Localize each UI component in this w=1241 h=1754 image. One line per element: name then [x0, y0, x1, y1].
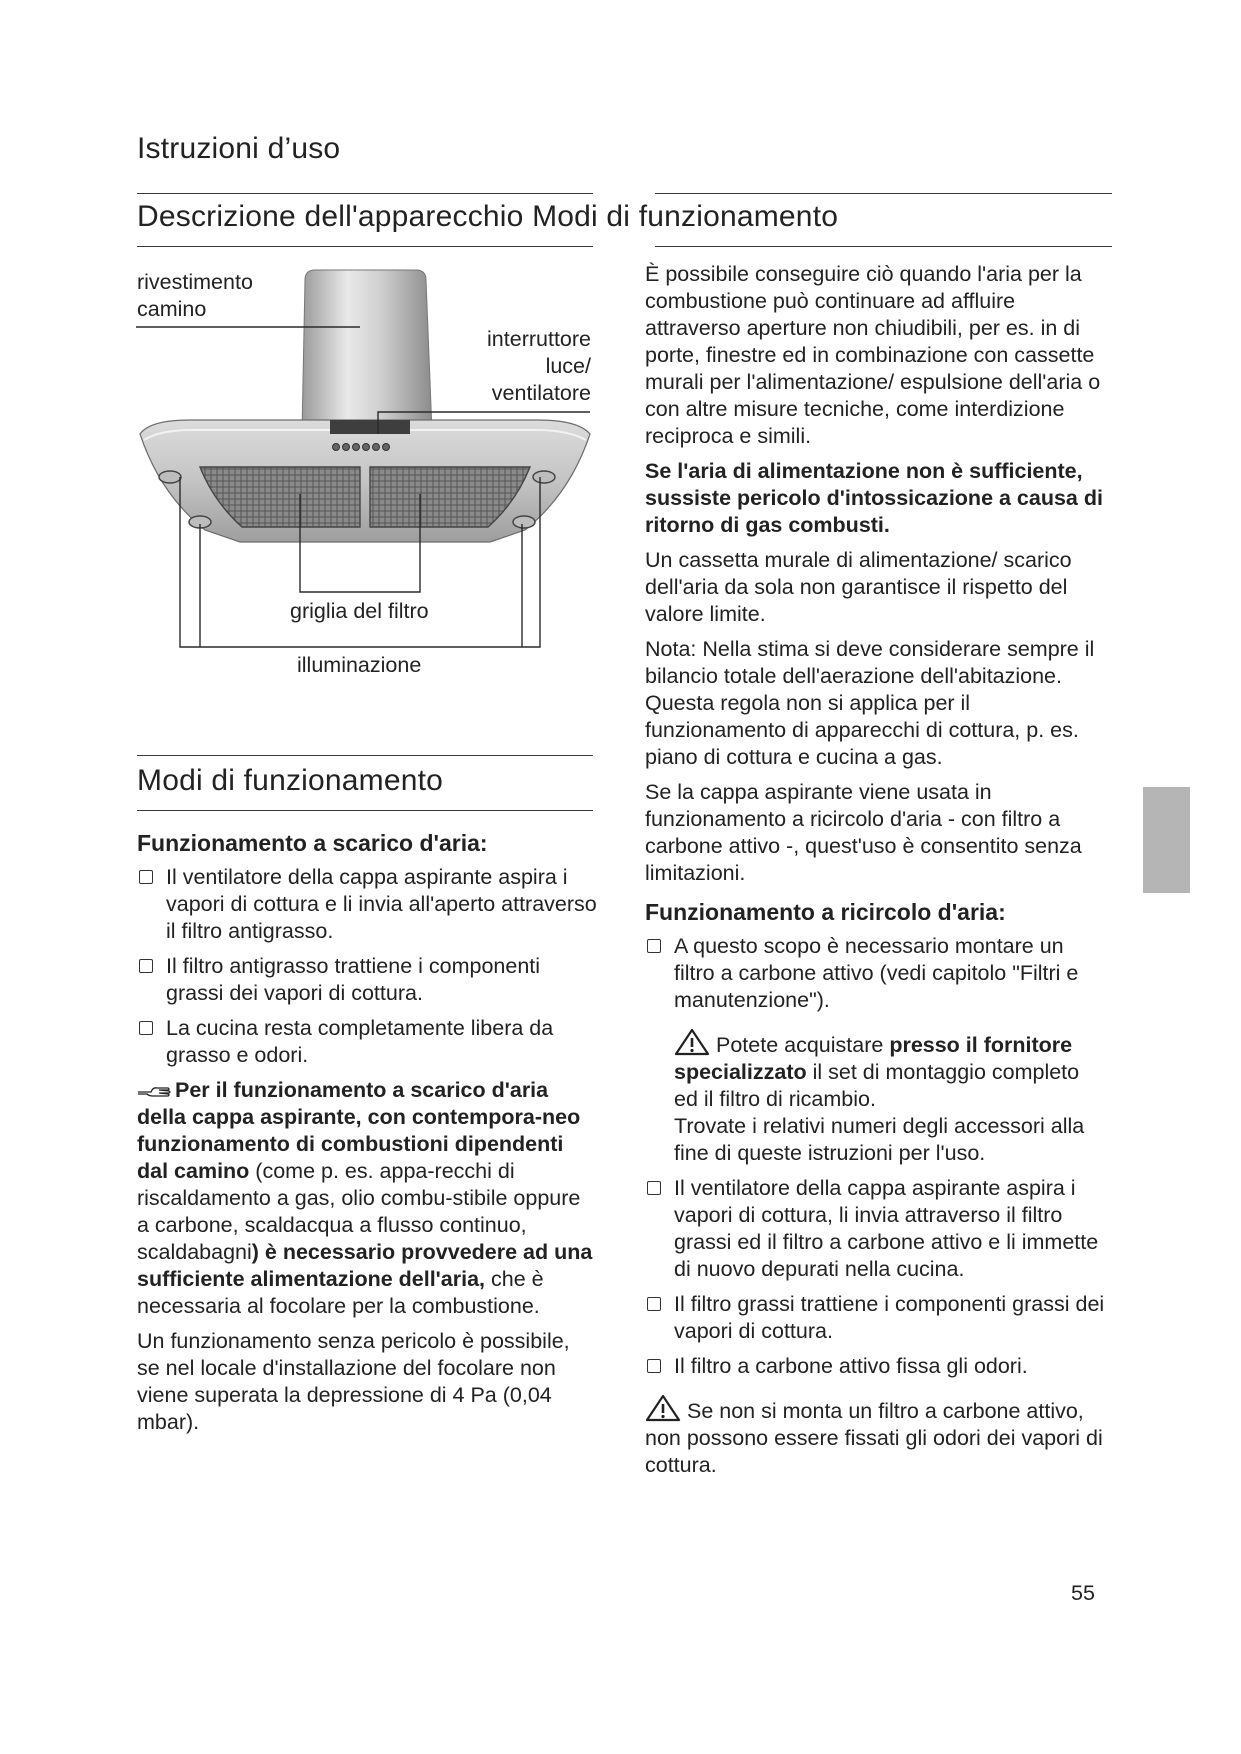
list-item: Il filtro antigrasso trattiene i componenti grassi dei vapori di cottura. [137, 953, 597, 1007]
left-heading: Modi di funzionamento [137, 764, 444, 797]
left-column-text [137, 828, 597, 1444]
label-switch-3: ventilatore [491, 381, 591, 405]
rule-heading-left [137, 246, 593, 247]
rule-heading-right [655, 246, 1112, 247]
right-column-text [645, 261, 1105, 1487]
list-item: Il ventilatore della cappa aspirante aspira i vapori di cottura, li invia attraverso il filtro grassi ed il filtro a carbone attivo e li immette di nuovo depurati nella cucina. [645, 1175, 1105, 1283]
list-item: Il filtro grassi trattiene i componenti grassi dei vapori di cottura. [645, 1291, 1105, 1345]
left-subheading: Funzionamento a scarico d'aria: [137, 830, 488, 856]
pointing-hand-icon [137, 1083, 171, 1099]
right-subheading: Funzionamento a ricircolo d'aria: [645, 899, 1006, 925]
warning-accessories: Potete acquistare presso il fornitore specializzato il set di montaggio completo ed il filtro di ricambio. Trovate i relativi numeri degli accessori alla fine di queste istruzioni per l'uso. [645, 1028, 1105, 1167]
label-switch-2: luce/ [545, 354, 591, 378]
section-thumb-tab [1143, 787, 1190, 893]
label-illumination: illuminazione [297, 653, 422, 677]
label-switch-1: interruttore [487, 327, 591, 351]
checkbox-icon [139, 1021, 153, 1035]
checkbox-icon [647, 1297, 661, 1311]
right-paragraph-3: Un cassetta murale di alimentazione/ scarico dell'aria da sola non garantisce il rispetto del valore limite. [645, 548, 1072, 626]
rule-left-modes-top [137, 755, 593, 756]
safe-operation-paragraph: Un funzionamento senza pericolo è possibile, se nel locale d'installazione del focolare non viene superata la depressione di 4 Pa (0,04 mbar). [137, 1329, 570, 1434]
list-item: Il filtro a carbone attivo fissa gli odori. [645, 1353, 1105, 1380]
list-item: A questo scopo è necessario montare un filtro a carbone attivo (vedi capitolo "Filtri e manutenzione"). [645, 933, 1105, 1014]
page-number: 55 [1071, 1581, 1095, 1605]
checkbox-icon [647, 939, 661, 953]
warning-odors: Se non si monta un filtro a carbone attivo, non possono essere fissati gli odori dei vapori di cottura. [645, 1394, 1105, 1479]
warning-triangle-icon [674, 1028, 710, 1056]
right-paragraph-1: È possibile conseguire ciò quando l'aria per la combustione può continuare ad affluire attraverso aperture non chiudibili, per es. in di porte, finestre ed in combinazione con cassette murali per l'alimentazione/ espulsione dell'aria o con altre misure tecniche, come interdizione reciproca e simili. [645, 262, 1101, 448]
rule-left-modes-bottom [137, 810, 593, 811]
checkbox-icon [647, 1181, 661, 1195]
checkbox-icon [139, 870, 153, 884]
warning-triangle-icon [645, 1394, 681, 1422]
label-chimney-1: rivestimento [137, 270, 253, 294]
right-paragraph-4: Nota: Nella stima si deve considerare sempre il bilancio totale dell'aerazione dell'abitazione. Questa regola non si applica per il funzionamento di apparecchi di cottura, p. es. piano di cottura e cucina a gas. [645, 637, 1095, 769]
rule-top-left [137, 193, 593, 194]
page-title: Istruzioni d’uso [137, 132, 341, 165]
label-filter: griglia del filtro [290, 599, 429, 623]
right-warning-bold: Se l'aria di alimentazione non è sufficiente, sussiste pericolo d'intossicazione a causa di ritorno di gas combusti. [645, 459, 1103, 537]
section-heading: Descrizione dell'apparecchio Modi di funzionamento [137, 200, 839, 233]
exhaust-note: Per il funzionamento a scarico d'aria della cappa aspirante, con contempora-neo funzionamento di combustioni dipendenti dal camino (come p. es. appa-recchi di riscaldamento a gas, olio combu-stibile oppure a carbone, scaldacqua a flusso continuo, scaldabagni) è necessario provvedere ad una sufficiente alimentazione dell'aria, che è necessaria al focolare per la combustione. [137, 1078, 593, 1318]
checkbox-icon [647, 1359, 661, 1373]
rule-top-right [655, 193, 1112, 194]
list-item: La cucina resta completamente libera da grasso e odori. [137, 1015, 597, 1069]
right-paragraph-5: Se la cappa aspirante viene usata in funzionamento a ricircolo d'aria - con filtro a carbone attivo -, quest'uso è consentito senza limitazioni. [645, 780, 1082, 885]
label-chimney-2: camino [137, 297, 207, 321]
list-item: Il ventilatore della cappa aspirante aspira i vapori di cottura e li invia all'aperto attraverso il filtro antigrasso. [137, 864, 597, 945]
checkbox-icon [139, 959, 153, 973]
